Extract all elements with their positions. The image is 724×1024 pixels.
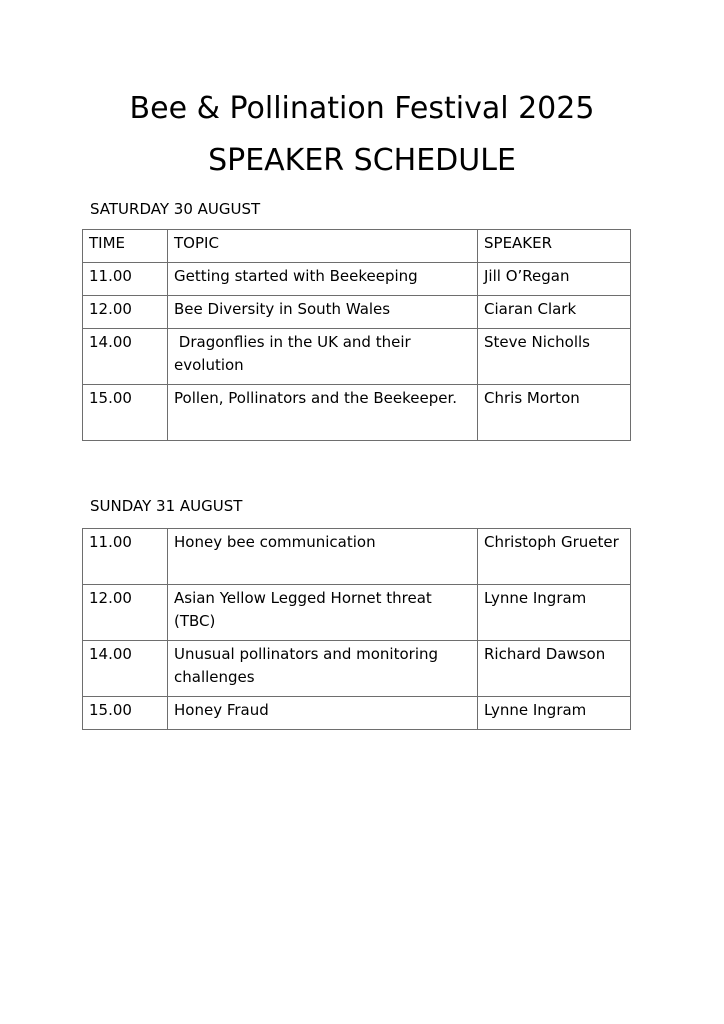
session-speaker: Lynne Ingram (478, 697, 631, 730)
session-speaker: Jill O’Regan (478, 263, 631, 296)
session-topic: Getting started with Beekeeping (168, 263, 478, 296)
session-speaker: Richard Dawson (478, 641, 631, 697)
document-subtitle: SPEAKER SCHEDULE (208, 143, 516, 178)
session-topic: Honey bee communication (168, 529, 478, 585)
session-time: 11.00 (83, 529, 168, 585)
session-time: 12.00 (83, 296, 168, 329)
column-header-speaker: SPEAKER (478, 230, 631, 263)
session-topic: Asian Yellow Legged Hornet threat (TBC) (168, 585, 478, 641)
session-speaker: Steve Nicholls (478, 329, 631, 385)
column-header-time: TIME (83, 230, 168, 263)
table-row (83, 529, 631, 585)
session-time: 14.00 (83, 329, 168, 385)
saturday-heading: SATURDAY 30 AUGUST (90, 200, 261, 218)
table-row (83, 329, 631, 385)
session-topic: Pollen, Pollinators and the Beekeeper. (168, 385, 478, 441)
table-row (83, 585, 631, 641)
table-row (83, 385, 631, 441)
table-row (83, 263, 631, 296)
saturday-schedule-table (82, 229, 631, 441)
table-row (83, 697, 631, 730)
sunday-heading: SUNDAY 31 AUGUST (90, 497, 243, 515)
session-topic: Unusual pollinators and monitoring challenges (168, 641, 478, 697)
session-time: 12.00 (83, 585, 168, 641)
session-speaker: Christoph Grueter (478, 529, 631, 585)
session-topic: Dragonflies in the UK and their evolution (168, 329, 478, 385)
session-time: 15.00 (83, 385, 168, 441)
sunday-schedule-table (82, 528, 631, 730)
session-time: 11.00 (83, 263, 168, 296)
table-header-row (83, 230, 631, 263)
session-speaker: Ciaran Clark (478, 296, 631, 329)
session-speaker: Lynne Ingram (478, 585, 631, 641)
column-header-topic: TOPIC (168, 230, 478, 263)
session-topic: Honey Fraud (168, 697, 478, 730)
session-time: 15.00 (83, 697, 168, 730)
table-row (83, 641, 631, 697)
session-time: 14.00 (83, 641, 168, 697)
document-title: Bee & Pollination Festival 2025 (129, 91, 595, 126)
session-speaker: Chris Morton (478, 385, 631, 441)
session-topic: Bee Diversity in South Wales (168, 296, 478, 329)
table-row (83, 296, 631, 329)
